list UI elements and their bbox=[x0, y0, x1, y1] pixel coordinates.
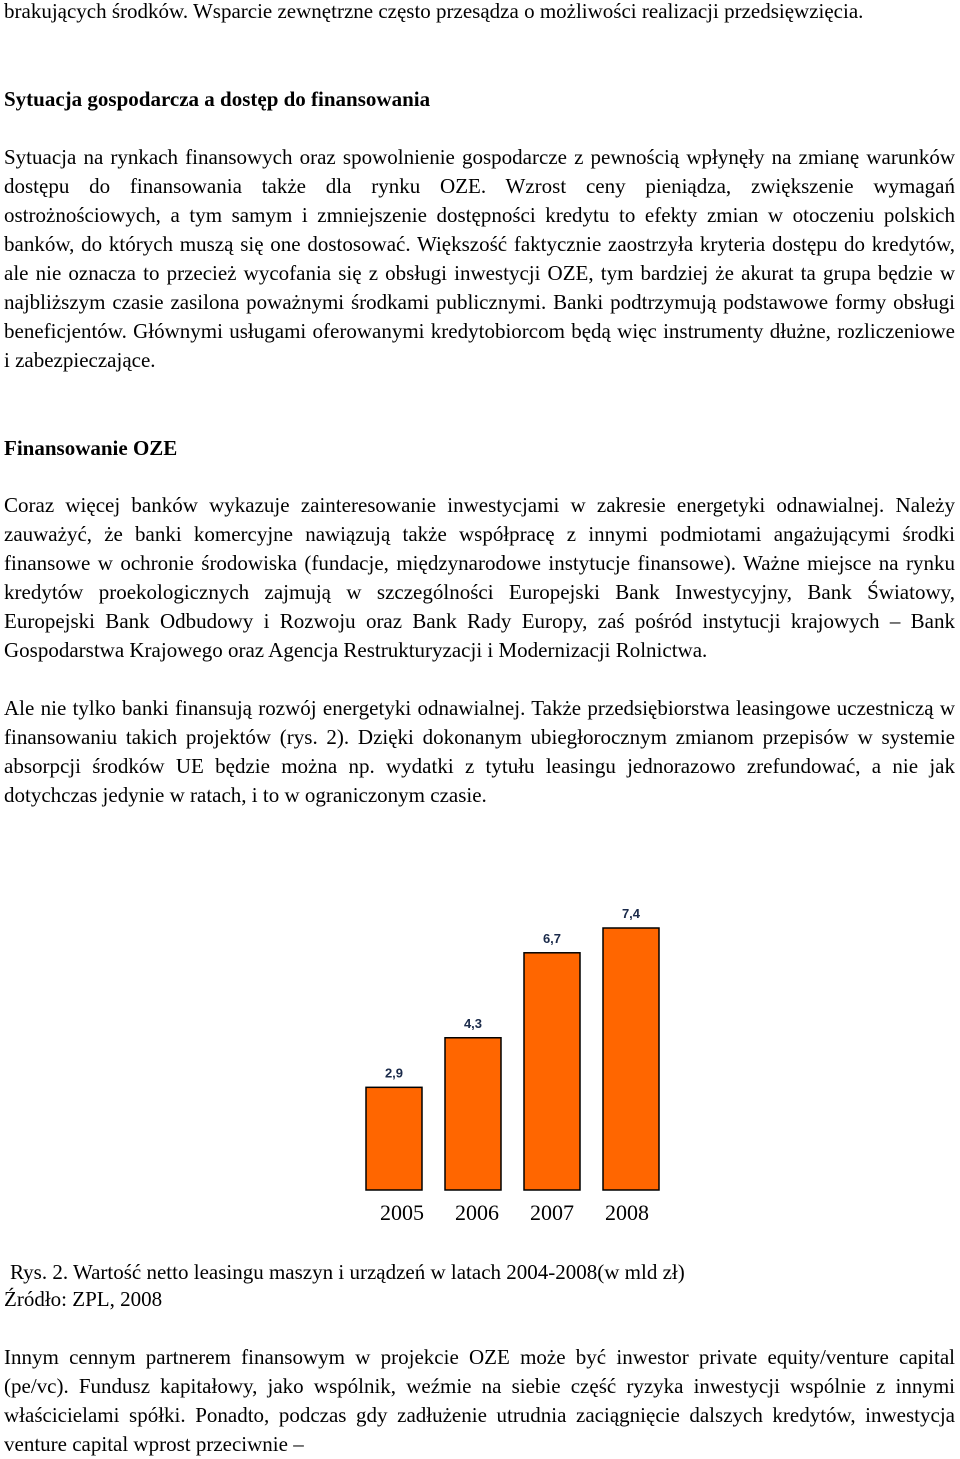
x-tick-label-2007: 2007 bbox=[530, 1200, 574, 1225]
bar-2005 bbox=[366, 1087, 422, 1190]
x-tick-label-2006: 2006 bbox=[455, 1200, 499, 1225]
bar-2007 bbox=[524, 953, 580, 1190]
equity-paragraph: Innym cennym partnerem finansowym w projekcie OZE może być inwestor private equity/venture capital (pe/vc). Fundusz kapitałowy, jako wspólnik, weźmie na siebie część ryzyka inwestycji wspólnie z innymi właścicielami spółki. Ponadto, podczas gdy zadłużenie utrudnia zaciągnięcie dalszych kredytów, inwestycja venture capital wprost przeciwnie – bbox=[4, 1345, 955, 1456]
section-heading-oze: Finansowanie OZE bbox=[4, 436, 178, 460]
bar-value-label-2005: 2,9 bbox=[384, 1065, 404, 1081]
figure-caption: Rys. 2. Wartość netto leasingu maszyn i urządzeń w latach 2004-2008(w mld zł) bbox=[10, 1260, 685, 1284]
figure-source: Źródło: ZPL, 2008 bbox=[4, 1287, 163, 1311]
economy-paragraph: Sytuacja na rynkach finansowych oraz spowolnienie gospodarcze z pewnością wpłynęły na zmianę warunków dostępu do finansowania także dla rynku OZE. Wzrost ceny pieniądza, zwiększenie wymagań ostrożnościowych, a tym samym i zmniejszenie dostępności kredytu to efekty zmian w otoczeniu polskich banków, do których muszą się one dostosować. Większość faktycznie zaostrzyła kryteria dostępu do kredytów, ale nie oznacza to przecież wycofania się z obsługi inwestycji OZE, tym bardziej że akurat ta grupa będzie w najbliższym czasie zasilona poważnymi środkami publicznymi. Banki podtrzymują podstawowe formy obsługi beneficjentów. Głównymi usługami oferowanymi kredytobiorcom będą więc instrumenty dłużne, rozliczeniowe i zabezpieczające. bbox=[4, 145, 955, 372]
oze-paragraph-2: Ale nie tylko banki finansują rozwój energetyki odnawialnej. Także przedsiębiorstwa leasingowe uczestniczą w finansowaniu takich projektów (rys. 2). Dzięki dokonanym ubiegłorocznym zmianom przepisów w systemie absorpcji środków UE będzie można np. wydatki z tytułu leasingu jednorazowo zrefundować, a nie jak dotychczas jedynie w ratach, i to w ograniczonym czasie. bbox=[4, 696, 955, 807]
section-heading-economy: Sytuacja gospodarcza a dostęp do finansowania bbox=[4, 87, 431, 111]
bar-value-label-2006: 4,3 bbox=[463, 1015, 483, 1031]
oze-paragraph-1: Coraz więcej banków wykazuje zainteresowanie inwestycjami w zakresie energetyki odnawialnej. Należy zauważyć, że banki komercyjne nawiązują także współpracę z innymi podmiotami angażującymi środki finansowe w ochronie środowiska (fundacje, międzynarodowe instytucje finansowe). Ważne miejsce na rynku kredytów proekologicznych zajmują w szczególności Europejski Bank Inwestycyjny, Bank Światowy, Europejski Bank Odbudowy i Rozwoju oraz Bank Rady Europy, zaś pośród instytucji krajowych – Bank Gospodarstwa Krajowego oraz Agencja Restrukturyzacji i Modernizacji Rolnictwa. bbox=[4, 493, 955, 662]
bar-2008 bbox=[603, 928, 659, 1190]
bar-value-label-2007: 6,7 bbox=[542, 930, 562, 946]
leasing-bar-chart bbox=[340, 890, 700, 1235]
x-tick-label-2008: 2008 bbox=[605, 1200, 649, 1225]
bar-value-label-2008: 7,4 bbox=[621, 906, 641, 921]
x-tick-label-2005: 2005 bbox=[380, 1200, 424, 1225]
bar-2006 bbox=[445, 1038, 501, 1190]
intro-paragraph: brakujących środków. Wsparcie zewnętrzne często przesądza o możliwości realizacji przedsięwzięcia. bbox=[4, 0, 864, 23]
